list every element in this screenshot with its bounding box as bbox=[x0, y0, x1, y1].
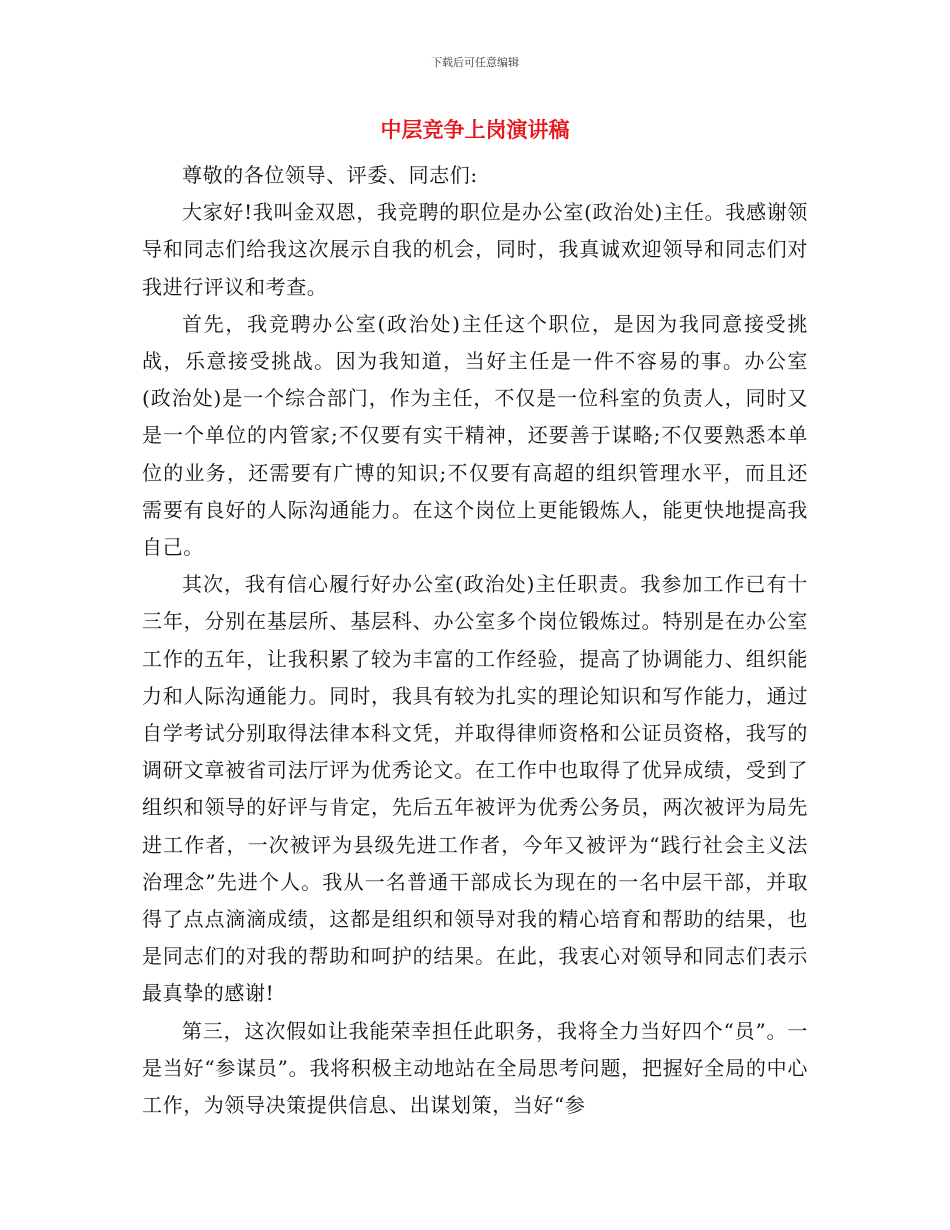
paragraph-introduction: 大家好!我叫金双恩，我竞聘的职位是办公室(政治处)主任。我感谢领导和同志们给我这次展示自我的机会，同时，我真诚欢迎领导和同志们对我进行评议和考查。 bbox=[142, 200, 808, 299]
header-note: 下载后可任意编辑 bbox=[431, 56, 519, 69]
paragraph-first-reason: 首先，我竞聘办公室(政治处)主任这个职位，是因为我同意接受挑战，乐意接受挑战。因为我知道，当好主任是一件不容易的事。办公室(政治处)是一个综合部门，作为主任，不仅是一位科室的负责人，同时又是一个单位的内管家;不仅要有实干精神，还要善于谋略;不仅要熟悉本单位的业务，还需要有广博的知识;不仅要有高超的组织管理水平，而且还需要有良好的人际沟通能力。在这个岗位上更能锻炼人，能更快地提高我自己。 bbox=[142, 311, 808, 560]
document-title: 中层竞争上岗演讲稿 bbox=[380, 118, 570, 142]
document-body bbox=[142, 157, 808, 1124]
paragraph-third-plan: 第三，这次假如让我能荣幸担任此职务，我将全力当好四个“员”。一是当好“参谋员”。我将积极主动地站在全局思考问题，把握好全局的中心工作，为领导决策提供信息、出谋划策，当好“参 bbox=[142, 1018, 808, 1118]
paragraph-second-reason: 其次，我有信心履行好办公室(政治处)主任职责。我参加工作已有十三年，分别在基层所、基层科、办公室多个岗位锻炼过。特别是在办公室工作的五年，让我积累了较为丰富的工作经验，提高了协调能力、组织能力和人际沟通能力。同时，我具有较为扎实的理论知识和写作能力，通过自学考试分别取得法律本科文凭，并取得律师资格和公证员资格，我写的调研文章被省司法厅评为优秀论文。在工作中也取得了优异成绩，受到了组织和领导的好评与肯定，先后五年被评为优秀公务员，两次被评为局先进工作者，一次被评为县级先进工作者，今年又被评为“践行社会主义法治理念”先进个人。我从一名普通干部成长为现在的一名中层干部，并取得了点点滴滴成绩，这都是组织和领导对我的精心培育和帮助的结果，也是同志们的对我的帮助和呵护的结果。在此，我衷心对领导和同志们表示最真挚的感谢! bbox=[142, 572, 808, 1006]
paragraph-salutation: 尊敬的各位领导、评委、同志们: bbox=[182, 163, 478, 187]
